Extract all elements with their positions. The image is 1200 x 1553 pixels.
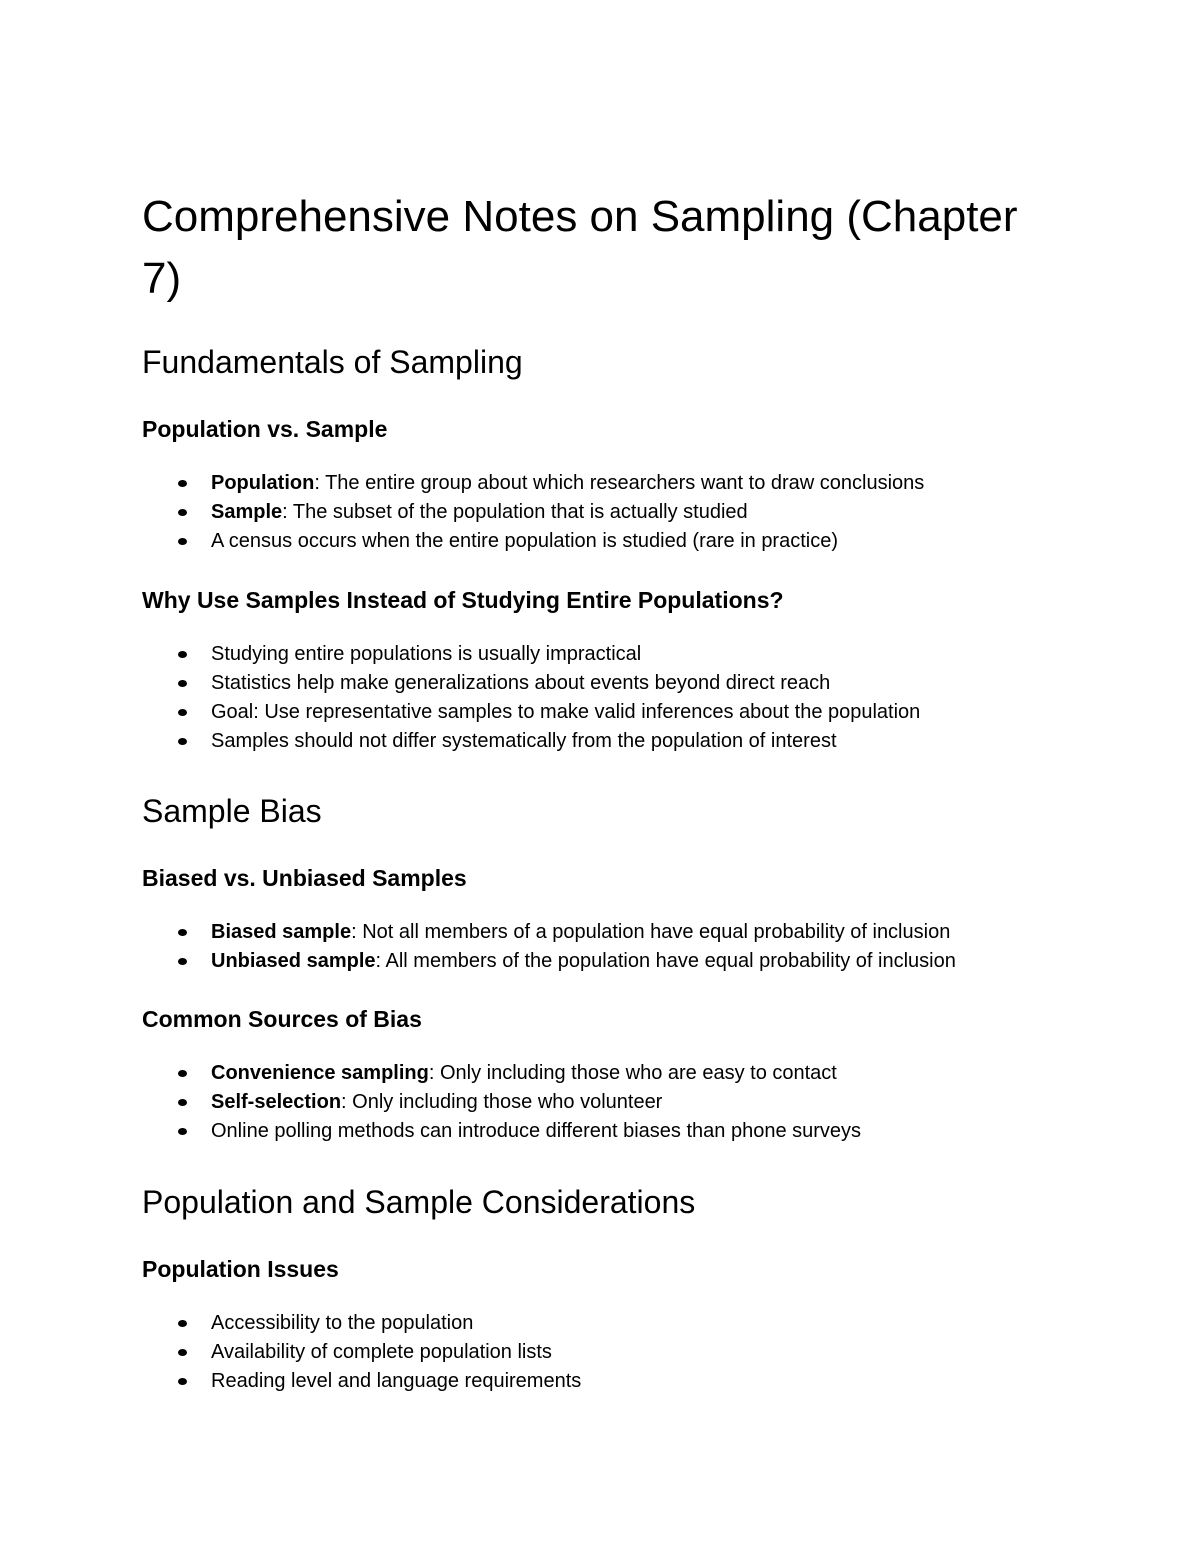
- list-item-text: : The subset of the population that is actually studied: [282, 501, 748, 523]
- list-item-term: Self-selection: [211, 1091, 342, 1113]
- list-item-text: : Not all members of a population have equal probability of inclusion: [351, 921, 951, 943]
- section-heading-population-and-sample-considerations: Population and Sample Considerations: [142, 1184, 696, 1220]
- document-title: Comprehensive Notes on Sampling (Chapter 7): [142, 192, 1018, 303]
- list-item-term: Sample: [211, 501, 283, 523]
- list-item: [178, 527, 924, 556]
- bullet-icon: [178, 709, 187, 716]
- list-item-text: : Only including those who are easy to contact: [428, 1062, 837, 1084]
- bullet-icon: [178, 1128, 187, 1135]
- subsection-heading-why-use-samples: Why Use Samples Instead of Studying Entire Populations?: [142, 587, 784, 613]
- list-item-text: Availability of complete population lists: [211, 1341, 552, 1363]
- list-item-text: Studying entire populations is usually impractical: [211, 643, 642, 665]
- list-item: [178, 669, 920, 698]
- bullet-icon: [178, 958, 187, 965]
- list-item: [178, 469, 924, 498]
- subsection-heading-biased-vs-unbiased: Biased vs. Unbiased Samples: [142, 865, 467, 891]
- list-item-term: Convenience sampling: [211, 1062, 429, 1084]
- list-item-text: Samples should not differ systematically from the population of interest: [211, 730, 837, 752]
- common-sources-of-bias-list: [178, 1059, 861, 1146]
- list-item-term: Unbiased sample: [211, 950, 376, 972]
- list-item: [178, 947, 956, 976]
- list-item-text: A census occurs when the entire population is studied (rare in practice): [211, 530, 839, 552]
- bullet-icon: [178, 738, 187, 745]
- list-item-text: : All members of the population have equal probability of inclusion: [375, 950, 956, 972]
- list-item-text: Online polling methods can introduce different biases than phone surveys: [211, 1120, 862, 1142]
- list-item: [178, 918, 956, 947]
- subsection-heading-common-sources-of-bias: Common Sources of Bias: [142, 1006, 422, 1032]
- list-item: [178, 727, 920, 756]
- biased-vs-unbiased-list: [178, 918, 956, 976]
- list-item-text: Goal: Use representative samples to make valid inferences about the population: [211, 701, 921, 723]
- bullet-icon: [178, 480, 187, 487]
- list-item: [178, 640, 920, 669]
- list-item-text: Statistics help make generalizations about events beyond direct reach: [211, 672, 831, 694]
- list-item: [178, 1309, 581, 1338]
- list-item: [178, 498, 924, 527]
- section-heading-sample-bias: Sample Bias: [142, 793, 322, 829]
- bullet-icon: [178, 929, 187, 936]
- list-item: [178, 1059, 861, 1088]
- list-item: [178, 1367, 581, 1396]
- bullet-icon: [178, 509, 187, 516]
- list-item: [178, 1117, 861, 1146]
- bullet-icon: [178, 1378, 187, 1385]
- list-item-text: : Only including those who volunteer: [341, 1091, 663, 1113]
- section-heading-fundamentals: Fundamentals of Sampling: [142, 344, 523, 380]
- population-issues-list: [178, 1309, 581, 1396]
- bullet-icon: [178, 651, 187, 658]
- list-item-text: Reading level and language requirements: [211, 1370, 582, 1392]
- list-item-text: Accessibility to the population: [211, 1312, 474, 1334]
- list-item: [178, 698, 920, 727]
- bullet-icon: [178, 680, 187, 687]
- bullet-icon: [178, 1099, 187, 1106]
- bullet-icon: [178, 1320, 187, 1327]
- why-use-samples-list: [178, 640, 920, 756]
- list-item-term: Population: [211, 472, 315, 494]
- subsection-heading-population-issues: Population Issues: [142, 1256, 339, 1282]
- bullet-icon: [178, 1349, 187, 1356]
- list-item-term: Biased sample: [211, 921, 352, 943]
- bullet-icon: [178, 538, 187, 545]
- bullet-icon: [178, 1070, 187, 1077]
- list-item-text: : The entire group about which researchers want to draw conclusions: [314, 472, 925, 494]
- subsection-heading-population-vs-sample: Population vs. Sample: [142, 416, 388, 442]
- population-vs-sample-list: [178, 469, 924, 556]
- list-item: [178, 1088, 861, 1117]
- list-item: [178, 1338, 581, 1367]
